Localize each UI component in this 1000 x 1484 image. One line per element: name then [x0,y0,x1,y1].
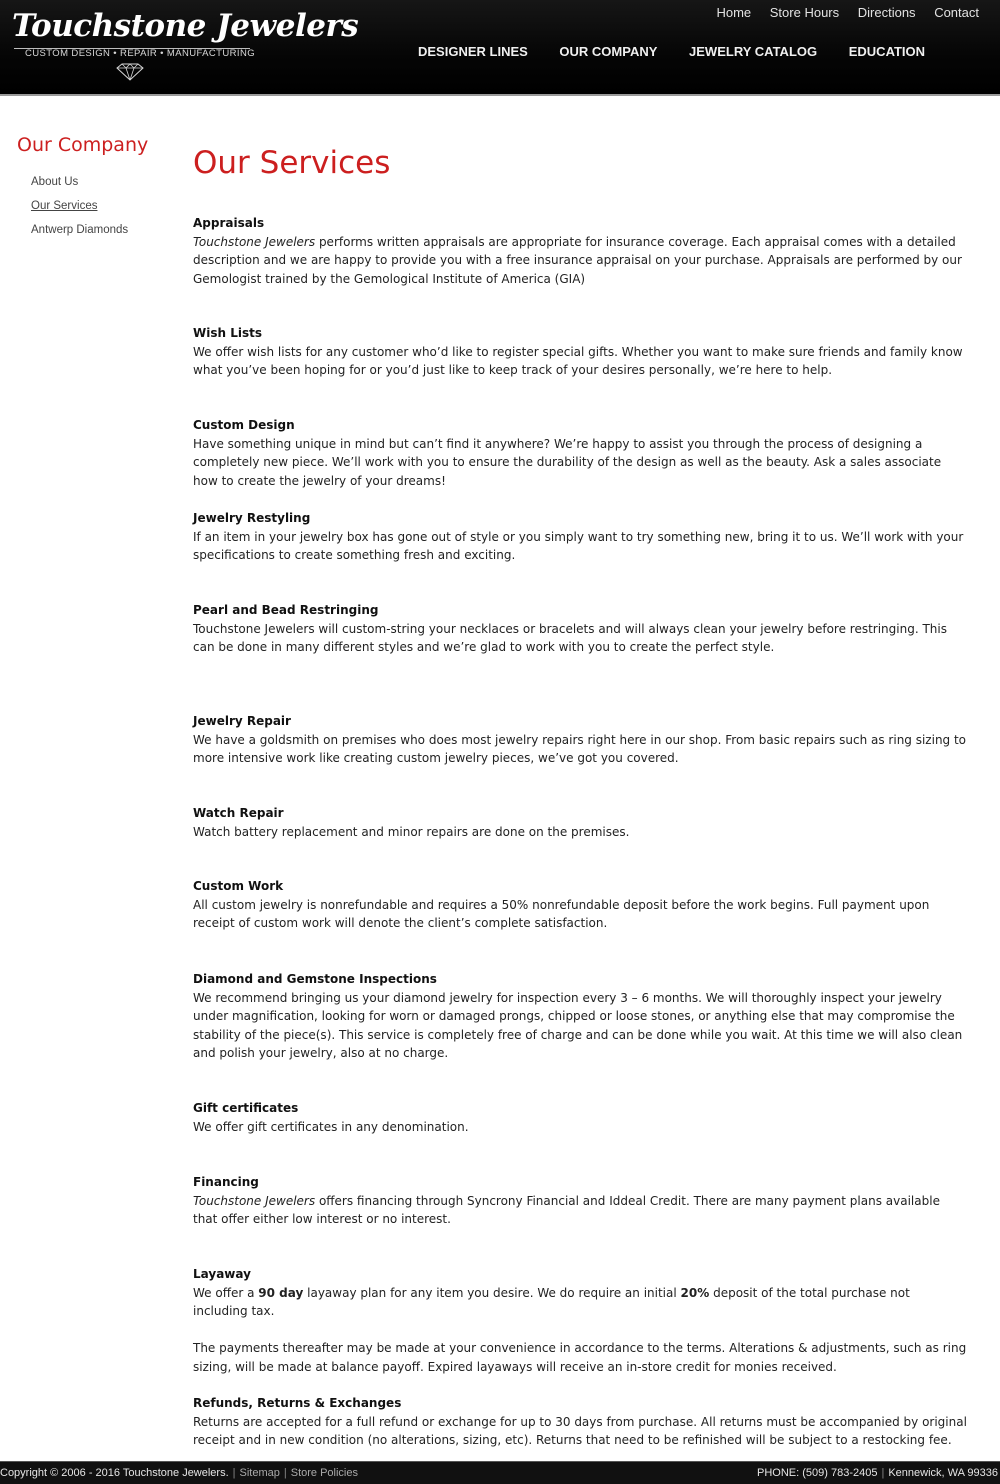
footer-link-sitemap[interactable]: Sitemap [239,1467,280,1479]
brand-italic: Touchstone Jewelers [193,234,316,249]
footer-location: Kennewick, WA 99336 [888,1467,998,1479]
sidebar-item-antwerp-diamonds[interactable]: Antwerp Diamonds [31,224,129,236]
service-title: Pearl and Bead Restringing [193,603,379,617]
copyright: Copyright © 2006 - 2016 Touchstone Jewelers. [0,1467,229,1479]
service-title: Appraisals [193,216,265,230]
sidebar-links [17,170,177,242]
site-header [0,0,1000,96]
footer-link-store-policies[interactable]: Store Policies [290,1467,358,1479]
util-link-home[interactable]: Home [716,5,752,20]
sidebar-item-our-services[interactable]: Our Services [31,200,98,212]
service-text: Watch battery replacement and minor repairs are done on the premises. [193,824,630,839]
site-footer [0,1461,1000,1484]
util-link-contact[interactable]: Contact [934,5,979,20]
main-nav [418,44,953,59]
service-text: Touchstone Jewelers offers financing through Syncrony Financial and Iddeal Credit. There are many payment plans available that offer either low interest or no interest. [193,1193,940,1227]
brand-italic: Touchstone Jewelers [193,1193,316,1208]
service-title: Custom Work [193,879,284,893]
main-content [193,145,968,1448]
sidebar [17,134,177,242]
service-text: We offer wish lists for any customer who’d like to register special gifts. Whether you want to make sure friends and family know what you’ve been hoping for or you’d just like to keep track of your desires personally, we’re here to help. [193,344,963,378]
service-wish-lists [193,324,968,380]
service-title: Jewelry Restyling [193,511,311,525]
footer-phone: PHONE: (509) 783-2405 [757,1467,878,1479]
footer-right [757,1462,998,1484]
service-watch-repair [193,804,968,841]
service-title: Watch Repair [193,806,284,820]
service-text-2: The payments thereafter may be made at your convenience in accordance to the terms. Alterations & adjustments, such as ring sizing, will be made at balance payoff. Expired layaways will receive an in-store credit for monies received. [193,1341,967,1374]
service-text: We recommend bringing us your diamond jewelry for inspection every 3 – 6 months. We will thoroughly inspect your jewelry under magnification, looking for worn or damaged prongs, chipped or loose stones, or anything else that may compromise the stability of the piece(s). This service is completely free of charge and can be done while you wait. At this time we will also clean and polish your jewelry, also at no charge. [193,990,963,1061]
service-title: Refunds, Returns & Exchanges [193,1396,402,1410]
service-text: Touchstone Jewelers performs written appraisals are appropriate for insurance coverage. Each appraisal comes with a detailed description and we are happy to provide you with a free insurance appraisal on your purchase. Appraisals are performed by our Gemologist trained by the Gemological Institute of America (GIA) [193,234,962,286]
service-text: We have a goldsmith on premises who does most jewelry repairs right here in our shop. From basic repairs such as ring sizing to more intensive work like creating custom jewelry pieces, we’ve got you covered. [193,732,967,766]
logo-tagline: CUSTOM DESIGN • REPAIR • MANUFACTURING [25,48,255,59]
page-title: Our Services [193,145,391,181]
service-text: All custom jewelry is nonrefundable and requires a 50% nonrefundable deposit before the work begins. Full payment upon receipt of custom work will denote the client’s complete satisfaction. [193,897,930,931]
service-text: We offer gift certificates in any denomination. [193,1119,469,1134]
nav-jewelry-catalog[interactable]: JEWELRY CATALOG [689,44,818,59]
service-text: Have something unique in mind but can’t find it anywhere? We’re happy to assist you through the process of designing a completely new piece. We’ll work with you to ensure the durability of the design as well as the beauty. Ask a sales associate how to create the jewelry of your dreams! [193,436,942,488]
footer-left [0,1462,358,1484]
service-layaway [193,1265,968,1376]
service-title: Diamond and Gemstone Inspections [193,972,437,986]
service-diamond-gemstone-inspections [193,970,968,1063]
service-gift-certificates [193,1099,968,1136]
logo[interactable] [12,8,359,86]
service-text: Returns are accepted for a full refund or exchange for up to 30 days from purchase. All returns must be accompanied by original receipt and in new condition (no alterations, sizing, etc). Returns that need to be refinished will be subject to a restocking fee. [193,1414,967,1448]
service-text: Touchstone Jewelers will custom-string your necklaces or bracelets and will always clean your jewelry before restringing. This can be done in many different styles and we’re glad to work with you to create the perfect style. [193,621,947,655]
nav-designer-lines[interactable]: DESIGNER LINES [418,44,528,59]
service-jewelry-restyling [193,509,968,565]
util-link-directions[interactable]: Directions [857,5,916,20]
service-title: Wish Lists [193,326,262,340]
service-title: Gift certificates [193,1101,299,1115]
service-title: Layaway [193,1267,251,1281]
nav-education[interactable]: EDUCATION [848,44,926,59]
service-title: Jewelry Repair [193,714,291,728]
layaway-days: 90 day [258,1285,304,1300]
service-title: Custom Design [193,418,295,432]
footer-separator: | [881,1467,885,1479]
service-custom-work [193,877,968,933]
service-jewelry-repair [193,712,968,768]
service-pearl-bead-restringing [193,601,968,657]
service-custom-design [193,416,968,490]
service-text: If an item in your jewelry box has gone out of style or you simply want to try something new, bring it to us. We’ll work with your specifications to create something fresh and exciting. [193,529,964,563]
utility-nav [701,5,979,20]
sidebar-item-about-us[interactable]: About Us [31,176,79,188]
util-link-store-hours[interactable]: Store Hours [769,5,840,20]
logo-wordmark: Touchstone Jewelers [12,8,359,44]
footer-separator: | [283,1467,287,1479]
service-refunds-returns [193,1394,968,1450]
layaway-deposit: 20% [680,1285,710,1300]
footer-separator: | [232,1467,236,1479]
service-title: Financing [193,1175,259,1189]
service-appraisals [193,214,968,288]
diamond-icon [116,63,144,81]
service-financing [193,1173,968,1229]
sidebar-title: Our Company [17,134,149,156]
nav-our-company[interactable]: OUR COMPANY [559,44,658,59]
service-text: We offer a 90 day layaway plan for any item you desire. We do require an initial 20% deposit of the total purchase not including tax. [193,1285,910,1319]
